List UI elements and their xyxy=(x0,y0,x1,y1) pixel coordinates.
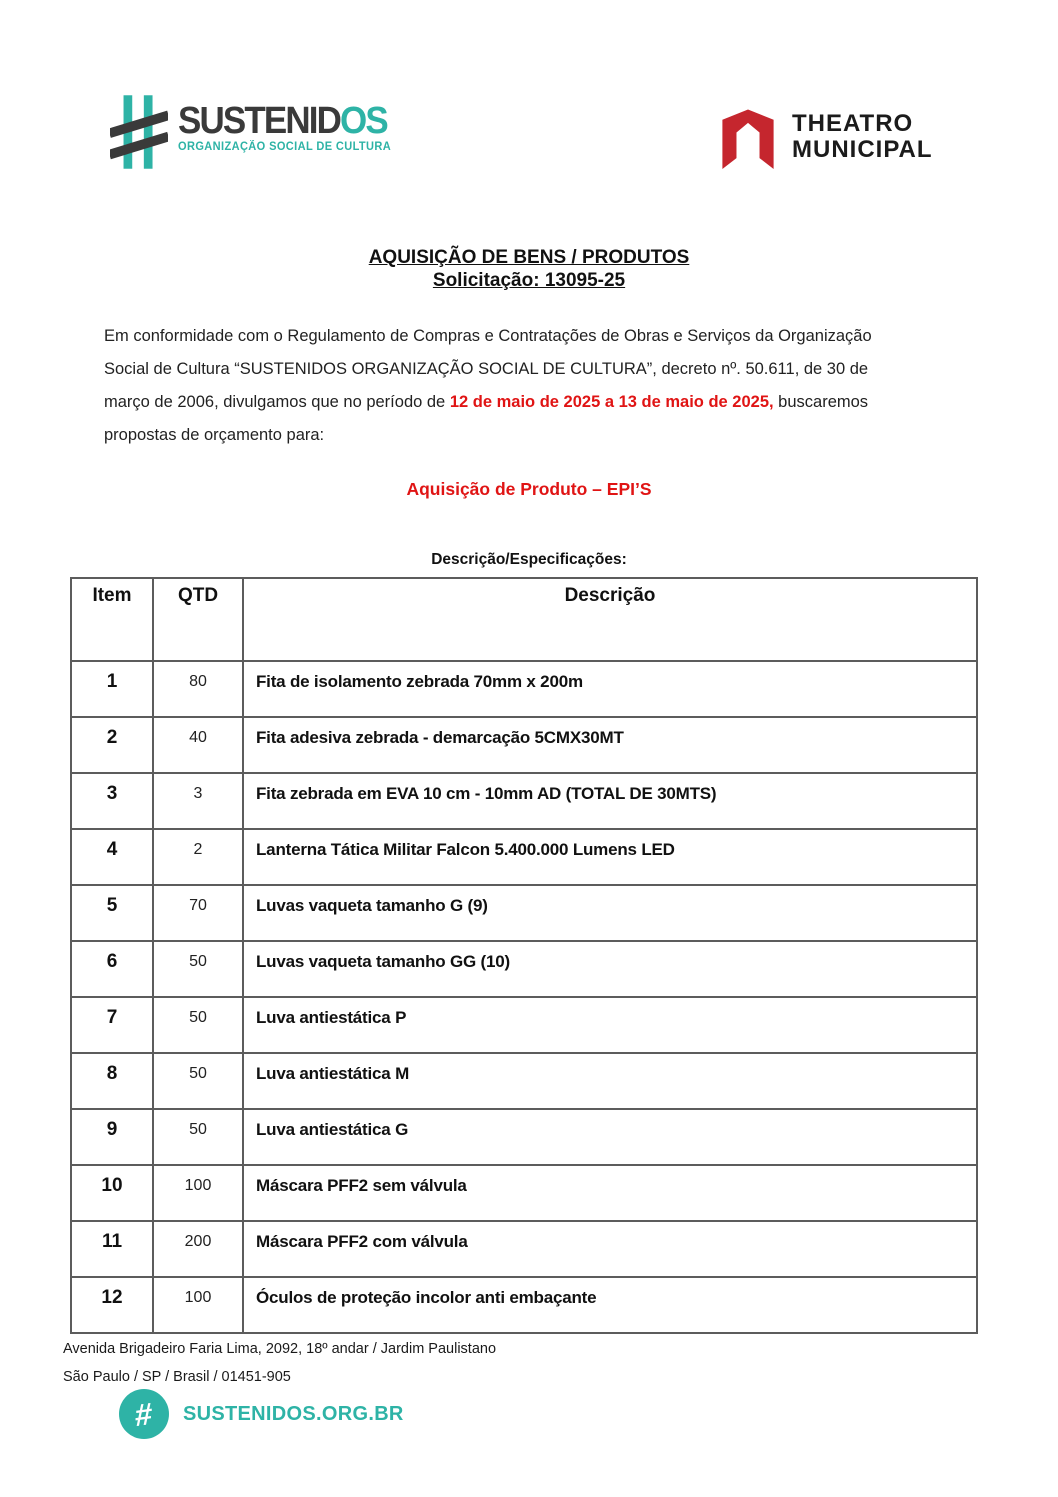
cell-descricao: Máscara PFF2 com válvula xyxy=(243,1221,977,1277)
header-qtd: QTD xyxy=(153,578,243,661)
footer-site-url: SUSTENIDOS.ORG.BR xyxy=(183,1402,404,1425)
table-row xyxy=(71,829,977,885)
cell-qtd: 50 xyxy=(153,997,243,1053)
theatro-arch-icon xyxy=(716,101,780,173)
table-row xyxy=(71,1277,977,1333)
sustenidos-circle-hash-icon: # xyxy=(119,1389,169,1439)
cell-qtd: 100 xyxy=(153,1277,243,1333)
address-line2: São Paulo / SP / Brasil / 01451-905 xyxy=(63,1368,291,1385)
document-title xyxy=(0,246,1058,292)
table-row xyxy=(71,1165,977,1221)
cell-descricao: Fita de isolamento zebrada 70mm x 200m xyxy=(243,661,977,717)
theatro-line1: THEATRO xyxy=(792,110,914,137)
intro-line4: propostas de orçamento para: xyxy=(104,426,325,444)
cell-qtd: 2 xyxy=(153,829,243,885)
items-table xyxy=(70,577,978,1334)
cell-item: 11 xyxy=(71,1221,153,1277)
cell-item: 12 xyxy=(71,1277,153,1333)
cell-descricao: Luvas vaqueta tamanho G (9) xyxy=(243,885,977,941)
cell-item: 10 xyxy=(71,1165,153,1221)
theatro-municipal-logo xyxy=(716,101,933,173)
footer-address xyxy=(63,1336,496,1391)
intro-line2: Social de Cultura “SUSTENIDOS ORGANIZAÇÃO SOCIAL DE CULTURA”, decreto nº. 50.611, de 30 de xyxy=(104,360,869,378)
cell-qtd: 200 xyxy=(153,1221,243,1277)
address-line1: Avenida Brigadeiro Faria Lima, 2092, 18º andar / Jardim Paulistano xyxy=(63,1341,497,1357)
cell-qtd: 70 xyxy=(153,885,243,941)
cell-descricao: Luvas vaqueta tamanho GG (10) xyxy=(243,941,977,997)
header-descricao: Descrição xyxy=(243,578,977,661)
intro-line1: Em conformidade com o Regulamento de Compras e Contratações de Obras e Serviços da Organização xyxy=(104,327,872,345)
table-row xyxy=(71,1221,977,1277)
header-item: Item xyxy=(71,578,153,661)
cell-qtd: 40 xyxy=(153,717,243,773)
cell-qtd: 100 xyxy=(153,1165,243,1221)
sustenidos-wordmark xyxy=(178,92,405,153)
title-line2: Solicitação: 13095-25 xyxy=(432,270,626,291)
cell-qtd: 50 xyxy=(153,1053,243,1109)
table-row xyxy=(71,717,977,773)
sustenidos-name: SUSTENIDOS xyxy=(178,100,387,142)
cell-item: 6 xyxy=(71,941,153,997)
intro-line3: março de 2006, divulgamos que no período de 12 de maio de 2025 a 13 de maio de 2025, buscaremos xyxy=(104,393,869,411)
cell-item: 2 xyxy=(71,717,153,773)
table-row xyxy=(71,773,977,829)
sustenidos-hash-icon xyxy=(110,92,168,172)
cell-item: 3 xyxy=(71,773,153,829)
table-row xyxy=(71,661,977,717)
sustenidos-logo xyxy=(110,92,405,172)
cell-item: 7 xyxy=(71,997,153,1053)
cell-qtd: 3 xyxy=(153,773,243,829)
cell-descricao: Máscara PFF2 sem válvula xyxy=(243,1165,977,1221)
cell-descricao: Luva antiestática G xyxy=(243,1109,977,1165)
cell-item: 4 xyxy=(71,829,153,885)
cell-descricao: Lanterna Tática Militar Falcon 5.400.000 Lumens LED xyxy=(243,829,977,885)
table-row xyxy=(71,1109,977,1165)
spec-heading: Descrição/Especificações: xyxy=(431,551,627,568)
cell-descricao: Óculos de proteção incolor anti embaçante xyxy=(243,1277,977,1333)
title-line1: AQUISIÇÃO DE BENS / PRODUTOS xyxy=(368,247,690,268)
cell-descricao: Luva antiestática P xyxy=(243,997,977,1053)
theatro-line2: MUNICIPAL xyxy=(792,136,933,163)
cell-item: 9 xyxy=(71,1109,153,1165)
cell-qtd: 50 xyxy=(153,1109,243,1165)
cell-item: 8 xyxy=(71,1053,153,1109)
cell-item: 1 xyxy=(71,661,153,717)
cell-qtd: 50 xyxy=(153,941,243,997)
table-header-row xyxy=(71,578,977,661)
table-row xyxy=(71,885,977,941)
footer-logo xyxy=(119,1389,404,1439)
cell-qtd: 80 xyxy=(153,661,243,717)
cell-descricao: Luva antiestática M xyxy=(243,1053,977,1109)
product-heading: Aquisição de Produto – EPI’S xyxy=(406,479,652,499)
cell-descricao: Fita zebrada em EVA 10 cm - 10mm AD (TOTAL DE 30MTS) xyxy=(243,773,977,829)
intro-paragraph xyxy=(104,320,964,452)
cell-descricao: Fita adesiva zebrada - demarcação 5CMX30MT xyxy=(243,717,977,773)
cell-item: 5 xyxy=(71,885,153,941)
table-row xyxy=(71,1053,977,1109)
table-row xyxy=(71,997,977,1053)
date-range-highlight: 12 de maio de 2025 a 13 de maio de 2025, xyxy=(449,393,774,411)
sustenidos-subtitle: ORGANIZAÇÃO SOCIAL DE CULTURA xyxy=(178,141,392,153)
theatro-wordmark xyxy=(792,101,933,163)
table-row xyxy=(71,941,977,997)
